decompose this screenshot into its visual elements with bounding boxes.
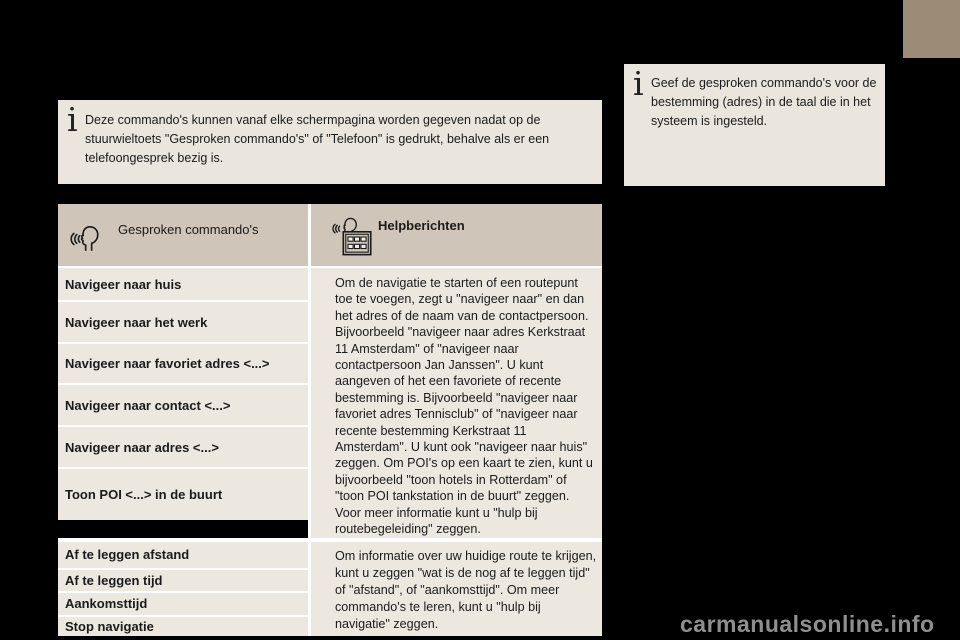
table-header-row: [58, 204, 602, 268]
page-corner-tab: [903, 0, 960, 58]
command-row: [58, 570, 308, 593]
command-label: Toon POI <...> in de buurt: [65, 487, 223, 502]
watermark: carmanualsonline.info: [680, 611, 935, 637]
commands-column: [58, 542, 311, 636]
info-icon: i: [633, 64, 644, 103]
command-label: Af te leggen tijd: [65, 572, 163, 588]
command-label: Navigeer naar huis: [65, 276, 182, 292]
command-label: Navigeer naar het werk: [65, 314, 208, 330]
command-row: [58, 542, 308, 570]
command-label: Navigeer naar contact <...>: [65, 397, 231, 413]
command-row: [58, 344, 308, 385]
command-label: Aankomsttijd: [65, 596, 148, 611]
commands-column: [58, 268, 311, 538]
command-label: Stop navigatie: [65, 618, 154, 634]
speaking-head-icon: [68, 215, 106, 253]
command-row: [58, 427, 308, 469]
column-header-label: Gesproken commando's: [118, 222, 259, 237]
command-label: Navigeer naar favoriet adres <...>: [65, 356, 270, 371]
info-box-text: Deze commando's kunnen vanaf elke schermpagina worden gegeven nadat op de stuurwieltoets "Gesproken commando's" of "Telefoon" is gedrukt, behalve als er een telefoongesprek bezig is.: [85, 113, 550, 165]
info-box-language: [624, 64, 885, 186]
info-icon: i: [67, 100, 78, 139]
command-row: [58, 617, 308, 636]
info-box-commands: [58, 100, 602, 184]
header-cell-help-messages: [311, 204, 602, 266]
column-header-label: Helpberichten: [378, 218, 465, 233]
command-label: Af te leggen afstand: [65, 547, 190, 562]
command-row: [58, 469, 308, 520]
help-text: Om informatie over uw huidige route te krijgen, kunt u zeggen "wat is de nog af te leggen tijd" of "afstand", of "aankomsttijd". Om meer commando's te leren, kunt u "hulp bij navigatie" zeggen.: [335, 548, 597, 631]
header-cell-spoken-commands: [58, 204, 311, 266]
command-label: Navigeer naar adres <...>: [65, 439, 219, 455]
help-cell: [311, 268, 602, 538]
command-row: [58, 593, 308, 617]
command-row: [58, 302, 308, 344]
table-group-navigation: [58, 268, 602, 538]
command-row: [58, 268, 308, 302]
info-box-text: Geef de gesproken commando's voor de bestemming (adres) in de taal die in het systeem is ingesteld.: [651, 76, 877, 128]
table-group-route-info: [58, 542, 602, 636]
help-cell: [311, 542, 602, 636]
voice-commands-table: [58, 204, 602, 636]
help-text: Om de navigatie te starten of een routepunt toe te voegen, zegt u "navigeer naar" en dan het adres of de naam van de contactpersoon. Bijvoorbeeld "navigeer naar adres Kerkstraat 11 Amsterdam" of "navigeer naar contactpersoon Jan Janssen". U kunt aangeven of het een favoriete of recente bestemming is. Bijvoorbeeld "navigeer naar favoriet adres Tennisclub" of "navigeer naar recente bestemming Kerkstraat 11 Amsterdam". U kunt ook "navigeer naar huis" zeggen. Om POI's op een kaart te zien, kunt u bijvoorbeeld "toon hotels in Rotterdam" of "toon POI tankstation in de buurt" zeggen. Voor meer informatie kunt u "hulp bij routebegeleiding" zeggen.: [335, 276, 593, 537]
command-row: [58, 385, 308, 427]
speaking-head-keypad-icon: [331, 212, 373, 258]
